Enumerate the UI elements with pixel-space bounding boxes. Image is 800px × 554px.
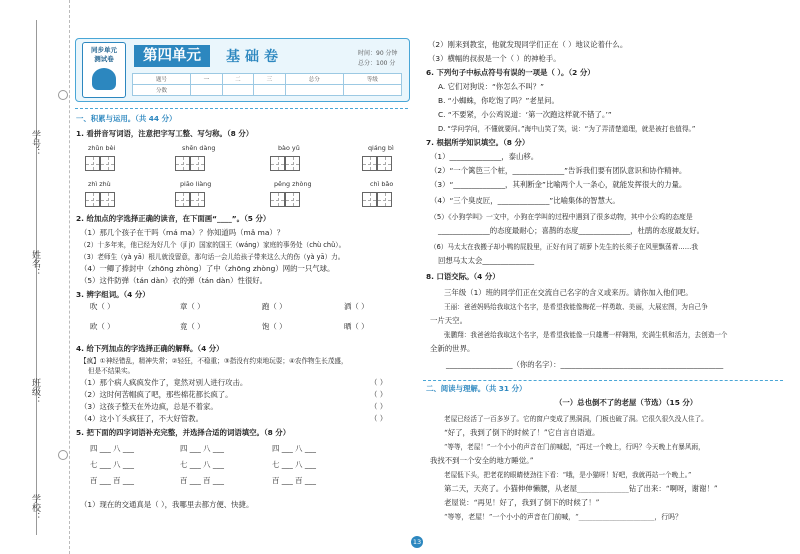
question-item: （1）那几个孩子在干吗（má ma）？你知道吗（mǎ ma）？ xyxy=(80,228,285,237)
section-title: 一、积累与运用。（共 44 分） xyxy=(76,114,177,123)
name-label: 姓名： xyxy=(30,250,40,277)
word-pair: 吹（ ） xyxy=(90,302,115,311)
word-pair: 欧（ ） xyxy=(90,322,115,331)
test-header xyxy=(75,38,410,102)
writing-grid[interactable] xyxy=(85,156,100,171)
reading-paragraph: “等等，老屋！”一个小小的声音在门前喊，“______________________，行吗？ xyxy=(444,513,682,521)
reading-paragraph: 老屋已经活了一百多岁了。它的窗户变成了黑洞洞，门板也破了洞。它很久很久没人住了。 xyxy=(444,415,708,423)
fill-blank-item[interactable]: （1）______________，泰山移。 xyxy=(430,152,539,161)
writing-grid[interactable] xyxy=(190,192,205,207)
dialogue-text: 全新的世界。 xyxy=(430,344,475,353)
score-input[interactable] xyxy=(285,85,343,96)
idiom-blank[interactable]: 四 ___ 八 ___ xyxy=(90,444,135,453)
question-4: 4. 给下列加点的字选择正确的解释。（4 分） xyxy=(76,344,224,353)
fill-blank-item[interactable]: （2）“一个篱笆三个桩，______________”告诉我们要有团队意识和协作精神。 xyxy=(430,166,687,175)
word-pair: 晒（ ） xyxy=(344,322,369,331)
reading-paragraph: “等等，老屋！”一个小小的声音在门前喊起，“再过一个晚上，行吗？今天晚上有暴风雨， xyxy=(444,443,705,451)
dialogue-text: 张鹏翔：我爸爸给我取这个名字，是希望我能像一只雄鹰一样翱翔，充满生机和活力，去创造一个 xyxy=(444,331,728,339)
score-table-cell: 分数 xyxy=(133,85,191,96)
question-item: （3）横幅的叔叔是一个（ ）的神枪手。 xyxy=(428,54,561,63)
pinyin: bào yǔ xyxy=(278,144,300,152)
divider xyxy=(423,380,783,381)
pinyin: chì bǎo xyxy=(370,180,394,188)
score-input[interactable] xyxy=(191,85,223,96)
idiom-blank[interactable]: 四 ___ 八 ___ xyxy=(180,444,225,453)
idiom-blank[interactable]: 七 ___ 八 ___ xyxy=(90,460,135,469)
score-input[interactable] xyxy=(254,85,286,96)
score-table-cell: 三 xyxy=(254,74,286,85)
question-item: （1）现在的交通真是（ ），我哪里去都方便、快捷。 xyxy=(80,500,254,509)
question-item: （1）那个病人疯疯发作了，竟然对别人进行攻击。 xyxy=(80,378,248,387)
word-pair: 章（ ） xyxy=(180,302,205,311)
binding-line xyxy=(36,20,37,535)
definition-note: 但是不结果实。 xyxy=(88,367,135,375)
badge-line: 测试卷 xyxy=(94,55,114,63)
idiom-blank[interactable]: 七 ___ 八 ___ xyxy=(180,460,225,469)
badge-line: 同步单元 xyxy=(91,46,117,54)
fill-blank-item[interactable]: 回想马太太会______________ xyxy=(438,256,535,265)
question-7: 7. 根据所学知识填空。（8 分） xyxy=(426,138,530,147)
time-limit: 时间：90 分钟 xyxy=(358,50,398,57)
dialogue-text: 一片天空。 xyxy=(430,316,467,325)
fill-blank-item[interactable]: ______________的态度最耐心；喜鹊的态度______________，杜鹃的态度最友好。 xyxy=(438,226,705,235)
dialogue-prompt: 三年级（1）班的同学们正在交流自己名字的含义或来历。请你加入他们吧。 xyxy=(444,288,693,297)
pinyin: zhǔn bèi xyxy=(88,144,116,152)
question-item: （5）这件防弹（tán dàn）衣的弹（tán dàn）性很好。 xyxy=(80,276,268,285)
idiom-blank[interactable]: 七 ___ 八 ___ xyxy=(272,460,317,469)
question-item: （4）这小丫头疯狂了，不大好管教。 xyxy=(80,414,203,423)
writing-grid[interactable] xyxy=(270,192,285,207)
question-5: 5. 把下面的四字词语补充完整，并选择合适的词语填空。（8 分） xyxy=(76,428,291,437)
score-input[interactable] xyxy=(222,85,254,96)
writing-grid[interactable] xyxy=(377,192,392,207)
score-table-cell: 总分 xyxy=(285,74,343,85)
answer-line[interactable]: __________________（你的名字）：____________________________________________ xyxy=(446,360,724,369)
writing-grid[interactable] xyxy=(270,156,285,171)
pinyin: pēng zhòng xyxy=(274,180,312,188)
total-score: 总分：100 分 xyxy=(358,60,396,67)
question-item: （2）这时何苦帽疯了吧，那些棉花都长疯了。 xyxy=(80,390,233,399)
choice-option[interactable]: A. 它们对狗说：“你怎么不叫？” xyxy=(438,82,544,91)
binding-hole xyxy=(58,450,68,460)
fill-blank-item[interactable]: （4）“三个臭皮匠，______________”比喻集体的智慧大。 xyxy=(430,196,620,205)
reading-paragraph: 老屋说：“再见！好了，我到了倒下的时候了！” xyxy=(444,498,600,507)
binding-strip xyxy=(0,0,70,554)
pinyin: qiáng bì xyxy=(368,144,394,152)
pinyin: shēn dàng xyxy=(182,144,216,152)
reading-paragraph: 我找不到一个安全的地方睡觉。” xyxy=(430,456,534,465)
school-label: 学校： xyxy=(30,494,40,521)
writing-grid[interactable] xyxy=(100,156,115,171)
divider xyxy=(75,108,408,109)
writing-grid[interactable] xyxy=(175,156,190,171)
word-pair: 跑（ ） xyxy=(262,302,287,311)
binding-hole xyxy=(58,90,68,100)
definition-note: 【疯】①神经错乱，精神失常；②轻狂，不稳重；③指没有约束地玩耍；④农作物生长茂盛， xyxy=(80,357,348,365)
fill-blank-item[interactable]: （3）“______________，其利断金”比喻两个人一条心，就能发挥很大的力量。 xyxy=(430,180,687,189)
class-label: 班级： xyxy=(30,378,40,405)
score-table xyxy=(132,73,402,96)
choice-option[interactable]: B. “小蜘蛛，你吃饱了吗？”老星问。 xyxy=(438,96,559,105)
series-badge xyxy=(82,42,126,98)
writing-grid[interactable] xyxy=(285,192,300,207)
score-table-cell: 二 xyxy=(222,74,254,85)
answer-blank[interactable]: （ ） xyxy=(370,402,388,411)
answer-blank[interactable]: （ ） xyxy=(370,414,388,423)
score-table-cell: 等级 xyxy=(343,74,401,85)
choice-option[interactable]: D. “学问学问，不懂就要问。”海中山笑了笑，说：“为了弄清楚道理，就是被打也值得。” xyxy=(438,125,696,133)
rocket-icon xyxy=(92,68,116,90)
writing-grid[interactable] xyxy=(100,192,115,207)
question-6: 6. 下列句子中标点符号有误的一项是（ ）。（2 分） xyxy=(426,68,595,77)
writing-grid[interactable] xyxy=(190,156,205,171)
score-table-cell: 题号 xyxy=(133,74,191,85)
idiom-blank[interactable]: 四 ___ 八 ___ xyxy=(272,444,317,453)
question-item: （4）一鲫了捧封中（zhōng zhòng）了中（zhōng zhòng）网的一只气球。 xyxy=(80,264,335,273)
reading-title: （一）总也倒不了的老屋（节选）（15 分） xyxy=(555,398,698,407)
reading-paragraph: 老屋低下头，把老花的眼睛使劲往下看：“哦，是小猫呀！好吧，我就再站一个晚上。” xyxy=(444,471,692,479)
section-title: 二、阅读与理解。（共 31 分） xyxy=(426,384,527,393)
fill-blank-item: （6）马太太在我搬子却小鸭的屁股里，正好有问了胡萝卜先生的长须子在风里飘荡着……我 xyxy=(430,243,698,251)
question-3: 3. 辨字组词。（4 分） xyxy=(76,290,150,299)
idiom-blank[interactable]: 百 ___ 百 ___ xyxy=(272,476,317,485)
reading-paragraph: “好了，我到了倒下的时候了！”它自言自语道。 xyxy=(444,428,600,437)
question-item: （3）老师生（yà yā）根儿就没留意，那句话一会儿给孩子带来这么大的伤（yà yā）力。 xyxy=(80,253,345,261)
choice-option[interactable]: C. “不要紧，小公鸡说道：‘第一次跑这样就不错了。’” xyxy=(438,110,612,119)
dialogue-text: 王丽：爸爸妈妈给我取这个名字，是希望我能像梅花一样勇敢、美丽，大展宏图，为自己争 xyxy=(444,303,708,311)
word-pair: 洒（ ） xyxy=(344,302,369,311)
score-table-cell: 一 xyxy=(191,74,223,85)
writing-grid[interactable] xyxy=(362,156,377,171)
reading-paragraph: 第二天，天亮了。小猫伸伸懒腰，从老屋______________钻了出来：“啊呀，谢谢！” xyxy=(444,484,718,493)
word-pair: 竟（ ） xyxy=(180,322,205,331)
writing-grid[interactable] xyxy=(85,192,100,207)
fill-blank-item: （5）《小狗学叫》一文中，小狗在学叫的过程中遇到了很多动物，其中小公鸡的态度是 xyxy=(430,213,693,221)
question-item: （2）十多年来，他已经为好几个（jǐ jī）国家的国王（wáng）家庭的事务处（chù chǔ）。 xyxy=(80,241,346,249)
pinyin: piāo liàng xyxy=(180,180,212,188)
answer-blank[interactable]: （ ） xyxy=(370,378,388,387)
unit-title: 第四单元 xyxy=(134,45,210,67)
writing-grid[interactable] xyxy=(285,156,300,171)
answer-blank[interactable]: （ ） xyxy=(370,390,388,399)
word-pair: 饱（ ） xyxy=(262,322,287,331)
score-input[interactable] xyxy=(343,85,401,96)
page-number: 13 xyxy=(412,538,422,546)
question-8: 8. 口语交际。（4 分） xyxy=(426,272,500,281)
question-1: 1. 看拼音写词语，注意把字写工整、写匀称。（8 分） xyxy=(76,129,254,138)
idiom-blank[interactable]: 百 ___ 百 ___ xyxy=(90,476,135,485)
student-number-label: 学号： xyxy=(30,130,40,157)
idiom-blank[interactable]: 百 ___ 百 ___ xyxy=(180,476,225,485)
writing-grid[interactable] xyxy=(377,156,392,171)
question-item: （3）这孩子整天在外边疯，总是不着家。 xyxy=(80,402,218,411)
writing-grid[interactable] xyxy=(362,192,377,207)
question-item: （2）刚来到教室，他就发现同学们正在（ ）地议论着什么。 xyxy=(428,40,628,49)
question-2: 2. 给加点的字选择正确的读音，在下面画“____”。（5 分） xyxy=(76,214,271,223)
writing-grid[interactable] xyxy=(175,192,190,207)
pinyin: zhì zhù xyxy=(88,180,111,188)
paper-title: 基础卷 xyxy=(226,49,283,65)
